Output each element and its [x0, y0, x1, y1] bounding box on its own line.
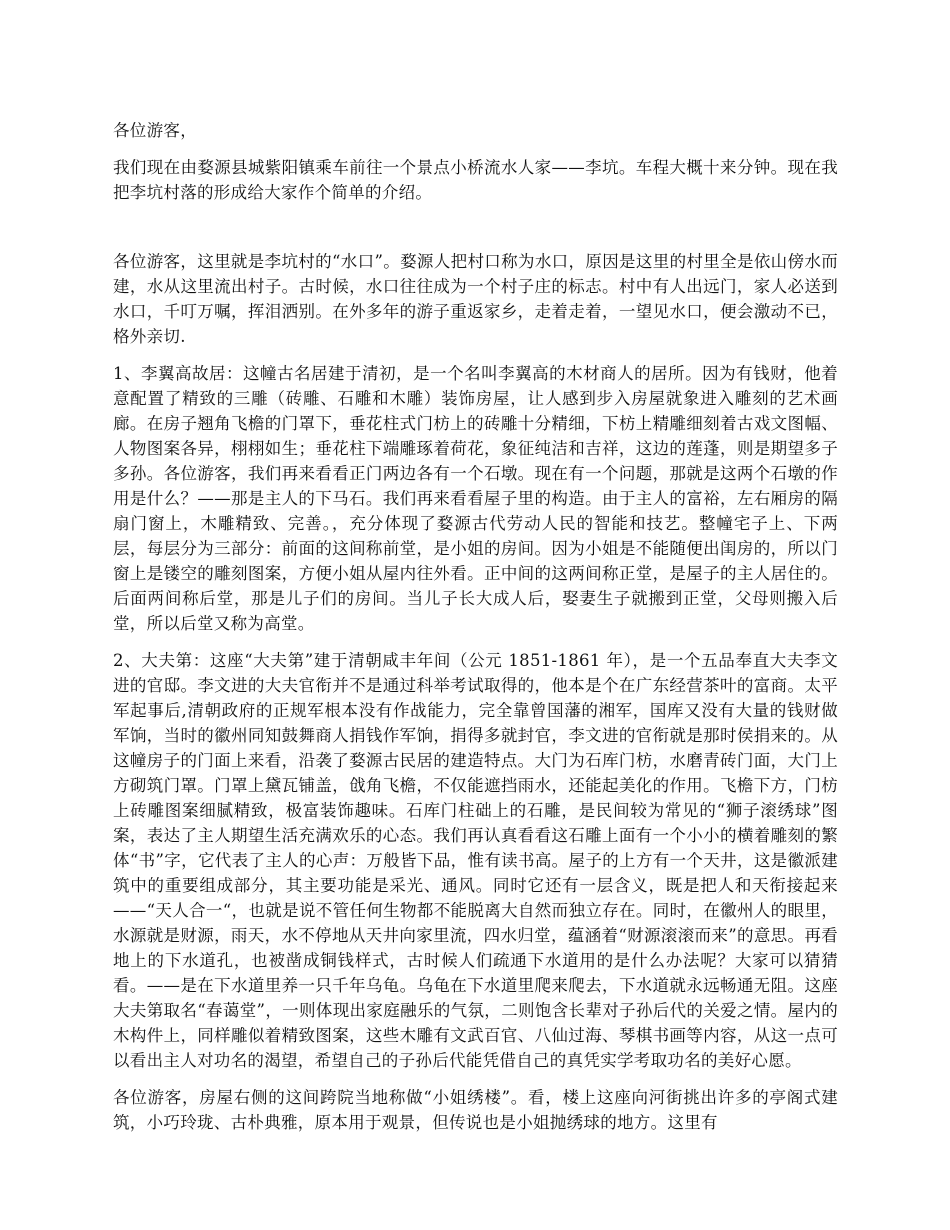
water-mouth-paragraph: 各位游客，这里就是李坑村的“水口”。婺源人把村口称为水口，原因是这里的村里全是依山傍水而建，水从这里流出村子。古时候，水口往往成为一个村子庄的标志。村中有人出远门，家人必送到水口，千叮万嘱，挥泪洒别。在外多年的游子重返家乡，走着走着，一望见水口，便会激动不已，格外亲切.	[113, 252, 838, 346]
document-body	[113, 118, 838, 1147]
paragraph-gap	[113, 217, 838, 249]
section-2-paragraph: 2、大夫第：这座“大夫第”建于清朝咸丰年间（公元 1851-1861 年），是一个五品奉直大夫李文进的官邸。李文进的大夫官衔并不是通过科举考试取得的，他本是个在广东经营茶叶的富商。太平军起事后,清朝政府的正规军根本没有作战能力，完全靠曾国藩的湘军，国库又没有大量的钱财做军饷，当时的徽州同知鼓舞商人捐钱作军饷，捐得多就封官，李文进的官衔就是那时侯捐来的。从这幢房子的门面上来看，沿袭了婺源古民居的建造特点。大门为石库门枋，水磨青砖门面，大门上方砌筑门罩。门罩上黛瓦铺盖，戗角飞檐，不仅能遮挡雨水，还能起美化的作用。飞檐下方，门枋上砖雕图案细腻精致，极富装饰趣味。石库门柱础上的石雕，是民间较为常见的“狮子滚绣球”图案，表达了主人期望生活充满欢乐的心态。我们再认真看看这石雕上面有一个小小的横着雕刻的繁体“书”字，它代表了主人的心声：万般皆下品，惟有读书高。屋子的上方有一个天井，这是徽派建筑中的重要组成部分，其主要功能是采光、通风。同时它还有一层含义，既是把人和天衔接起来——“天人合一“，也就是说不管任何生物都不能脱离大自然而独立存在。同时，在徽州人的眼里，水源就是财源，雨天，水不停地从天井向家里流，四水归堂，蕴涵着“财源滚滚而来”的意思。再看地上的下水道孔，也被凿成铜钱样式，古时候人们疏通下水道用的是什么办法呢？大家可以猜猜看。——是在下水道里养一只千年乌龟。乌龟在下水道里爬来爬去，下水道就永远畅通无阻。这座大夫第取名“春蔼堂”，一则体现出家庭融乐的气氛，二则饱含长辈对子孙后代的关爱之情。屋内的木构件上，同样雕似着精致图案，这些木雕有文武百官、八仙过海、琴棋书画等内容，从这一点可以看出主人对功名的渴望，希望自己的子孙后代能凭借自己的真凭实学考取功名的美好心愿。	[113, 651, 838, 1070]
intro-paragraph: 我们现在由婺源县城紫阳镇乘车前往一个景点小桥流水人家——李坑。车程大概十来分钟。现在我把李坑村落的形成给大家作个简单的介绍。	[113, 158, 838, 202]
section-3-paragraph: 各位游客，房屋右侧的这间跨院当地称做“小姐绣楼”。看，楼上这座向河街挑出许多的亭阁式建筑，小巧玲珑、古朴典雅，原本用于观景，但传说也是小姐抛绣球的地方。这里有	[113, 1088, 838, 1132]
section-1-paragraph: 1、李翼高故居：这幢古名居建于清初，是一个名叫李翼高的木材商人的居所。因为有钱财，他着意配置了精致的三雕（砖雕、石雕和木雕）装饰房屋，让人感到步入房屋就象进入雕刻的艺术画廊。在房子翘角飞檐的门罩下，垂花柱式门枋上的砖雕十分精细，下枋上精雕细刻着古戏文图幅、人物图案各异，栩栩如生；垂花柱下端雕琢着荷花，象征纯洁和吉祥，这边的莲蓬，则是期望多子多孙。各位游客，我们再来看看正门两边各有一个石墩。现在有一个问题，那就是这两个石墩的作用是什么？——那是主人的下马石。我们再来看看屋子里的构造。由于主人的富裕，左右厢房的隔扇门窗上，木雕精致、完善。，充分体现了婺源古代劳动人民的智能和技艺。整幢宅子上、下两层，每层分为三部分：前面的这间称前堂，是小姐的房间。因为小姐是不能随便出闺房的，所以门窗上是镂空的雕刻图案，方便小姐从屋内往外看。正中间的这两间称正堂，是屋子的主人居住的。后面两间称后堂，那是儿子们的房间。当儿子长大成人后，娶妻生子就搬到正堂，父母则搬入后堂，所以后堂又称为高堂。	[113, 364, 838, 633]
greeting-paragraph: 各位游客，	[113, 121, 197, 140]
